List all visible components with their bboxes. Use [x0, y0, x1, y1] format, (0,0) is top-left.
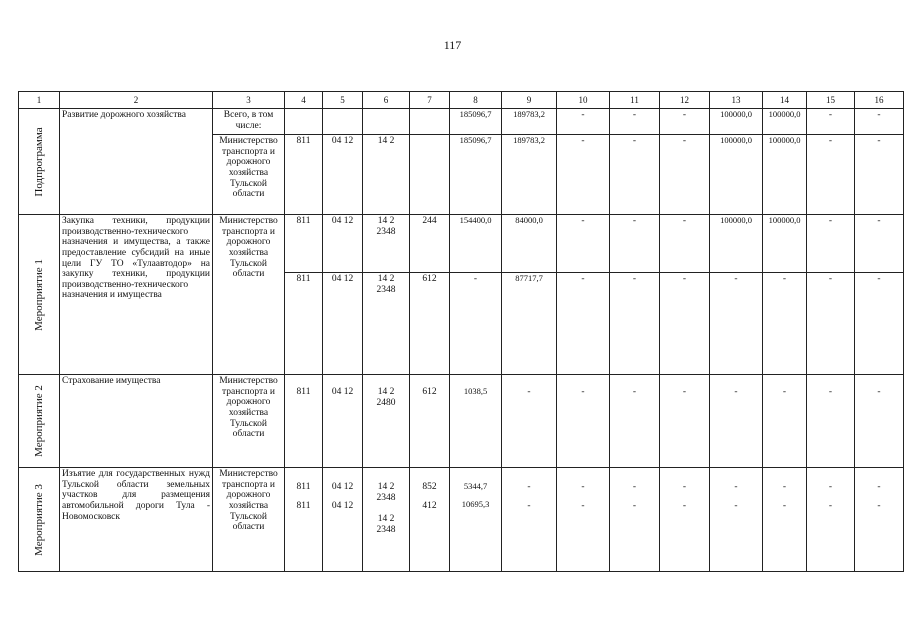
header-cell: 13	[710, 92, 763, 109]
value-cell: 84000,0	[502, 215, 557, 273]
value-cell: 87717,7	[502, 273, 557, 375]
header-cell: 8	[450, 92, 502, 109]
value-cell: 185096,7	[450, 135, 502, 215]
value-cell: 100000,0	[710, 135, 763, 215]
header-cell: 4	[285, 92, 323, 109]
header-cell: 16	[855, 92, 904, 109]
value-cell: 14 2 2480	[363, 375, 410, 468]
header-cell: 2	[60, 92, 213, 109]
table-row	[19, 375, 904, 468]
value-cell: 5344,7 10695,3	[450, 468, 502, 572]
value-cell: 1038,5	[450, 375, 502, 468]
value-cell: 14 2	[363, 135, 410, 215]
value-cell: 100000,0	[710, 109, 763, 135]
dash-cell: -	[660, 135, 710, 215]
header-cell: 7	[410, 92, 450, 109]
header-cell: 12	[660, 92, 710, 109]
section-label-measure-2: Мероприятие 2	[19, 375, 60, 468]
dash-cell: -	[557, 109, 610, 135]
value-cell: 811 811	[285, 468, 323, 572]
budget-table	[18, 91, 904, 572]
page-number: 117	[443, 38, 462, 52]
value-cell: 185096,7	[450, 109, 502, 135]
dash-cell: -	[710, 375, 763, 468]
dash-cell: -	[855, 135, 904, 215]
header-cell: 3	[213, 92, 285, 109]
value-cell: 244	[410, 215, 450, 273]
value-cell: 100000,0	[763, 135, 807, 215]
dash-cell: -	[557, 273, 610, 375]
ministry-cell: Министерство транспорта и дорожного хозяйства Тульской области	[213, 215, 285, 375]
dash-cell: -	[763, 273, 807, 375]
value-cell: 189783,2	[502, 135, 557, 215]
subprogram-name: Развитие дорожного хозяйства	[60, 109, 213, 215]
dash-cell: -	[610, 215, 660, 273]
value-cell: 154400,0	[450, 215, 502, 273]
dash-cell: - -	[660, 468, 710, 572]
dash-cell: -	[610, 135, 660, 215]
dash-cell: -	[502, 375, 557, 468]
value-cell: 100000,0	[763, 215, 807, 273]
dash-cell: -	[660, 375, 710, 468]
dash-cell: - -	[807, 468, 855, 572]
value-cell: 811	[285, 273, 323, 375]
value-cell: 14 2 2348	[363, 215, 410, 273]
dash-cell: -	[450, 273, 502, 375]
header-cell: 5	[323, 92, 363, 109]
table-row	[19, 468, 904, 572]
section-label-measure-3: Мероприятие 3	[19, 468, 60, 572]
section-label-measure-1: Мероприятие 1	[19, 215, 60, 375]
table-row	[19, 215, 904, 273]
measure3-name: Изъятие для государственных нужд Тульской области земельных участков для размещения автомобильной дороги Тула - Новомосковск	[60, 468, 213, 572]
dash-cell: - -	[502, 468, 557, 572]
value-cell: 811	[285, 135, 323, 215]
dash-cell: -	[807, 135, 855, 215]
ministry-cell: Министерство транспорта и дорожного хозяйства Тульской области	[213, 375, 285, 468]
dash-cell: -	[557, 215, 610, 273]
value-cell: 04 12	[323, 135, 363, 215]
value-cell: 189783,2	[502, 109, 557, 135]
header-cell: 11	[610, 92, 660, 109]
value-cell: 612	[410, 273, 450, 375]
dash-cell: -	[763, 375, 807, 468]
dash-cell: -	[855, 109, 904, 135]
value-cell: 811	[285, 375, 323, 468]
total-label: Всего, в том числе:	[213, 109, 285, 135]
header-cell: 1	[19, 92, 60, 109]
dash-cell: -	[610, 375, 660, 468]
value-cell: 100000,0	[710, 215, 763, 273]
header-cell: 14	[763, 92, 807, 109]
value-cell: 04 12	[323, 215, 363, 273]
value-cell: 14 2 2348	[363, 273, 410, 375]
dash-cell: -	[855, 375, 904, 468]
dash-cell: -	[660, 215, 710, 273]
dash-cell: - -	[710, 468, 763, 572]
dash-cell: -	[807, 273, 855, 375]
header-cell: 6	[363, 92, 410, 109]
measure2-name: Страхование имущества	[60, 375, 213, 468]
dash-cell: - -	[557, 468, 610, 572]
header-cell: 9	[502, 92, 557, 109]
dash-cell: -	[557, 375, 610, 468]
dash-cell: - -	[855, 468, 904, 572]
value-cell: 04 12	[323, 273, 363, 375]
dash-cell: -	[610, 109, 660, 135]
dash-cell: -	[855, 273, 904, 375]
dash-cell: -	[610, 273, 660, 375]
value-cell: 811	[285, 215, 323, 273]
value-cell: 612	[410, 375, 450, 468]
dash-cell: -	[807, 375, 855, 468]
dash-cell: -	[557, 135, 610, 215]
ministry-cell: Министерство транспорта и дорожного хозяйства Тульской области	[213, 468, 285, 572]
value-cell: 04 12 04 12	[323, 468, 363, 572]
value-cell: 04 12	[323, 375, 363, 468]
table-row	[19, 109, 904, 135]
dash-cell: - -	[763, 468, 807, 572]
dash-cell: -	[807, 109, 855, 135]
value-cell: 852 412	[410, 468, 450, 572]
measure1-name: Закупка техники, продукции производственно-технического назначения и имущества, а также предоставление субсидий на иные цели ГУ ТО «Тулаавтодор» на закупку техники, продукции производственно-технического назначения и имущества	[60, 215, 213, 375]
dash-cell: -	[855, 215, 904, 273]
dash-cell: -	[807, 215, 855, 273]
value-cell: 100000,0	[763, 109, 807, 135]
value-cell: 14 2 2348 14 2 2348	[363, 468, 410, 572]
dash-cell: -	[660, 273, 710, 375]
ministry-cell: Министерство транспорта и дорожного хозяйства Тульской области	[213, 135, 285, 215]
dash-cell: -	[660, 109, 710, 135]
dash-cell: - -	[610, 468, 660, 572]
section-label-subprogram: Подпрограмма	[19, 109, 60, 215]
dash-cell: -	[710, 273, 763, 375]
header-row	[19, 92, 904, 109]
header-cell: 15	[807, 92, 855, 109]
header-cell: 10	[557, 92, 610, 109]
